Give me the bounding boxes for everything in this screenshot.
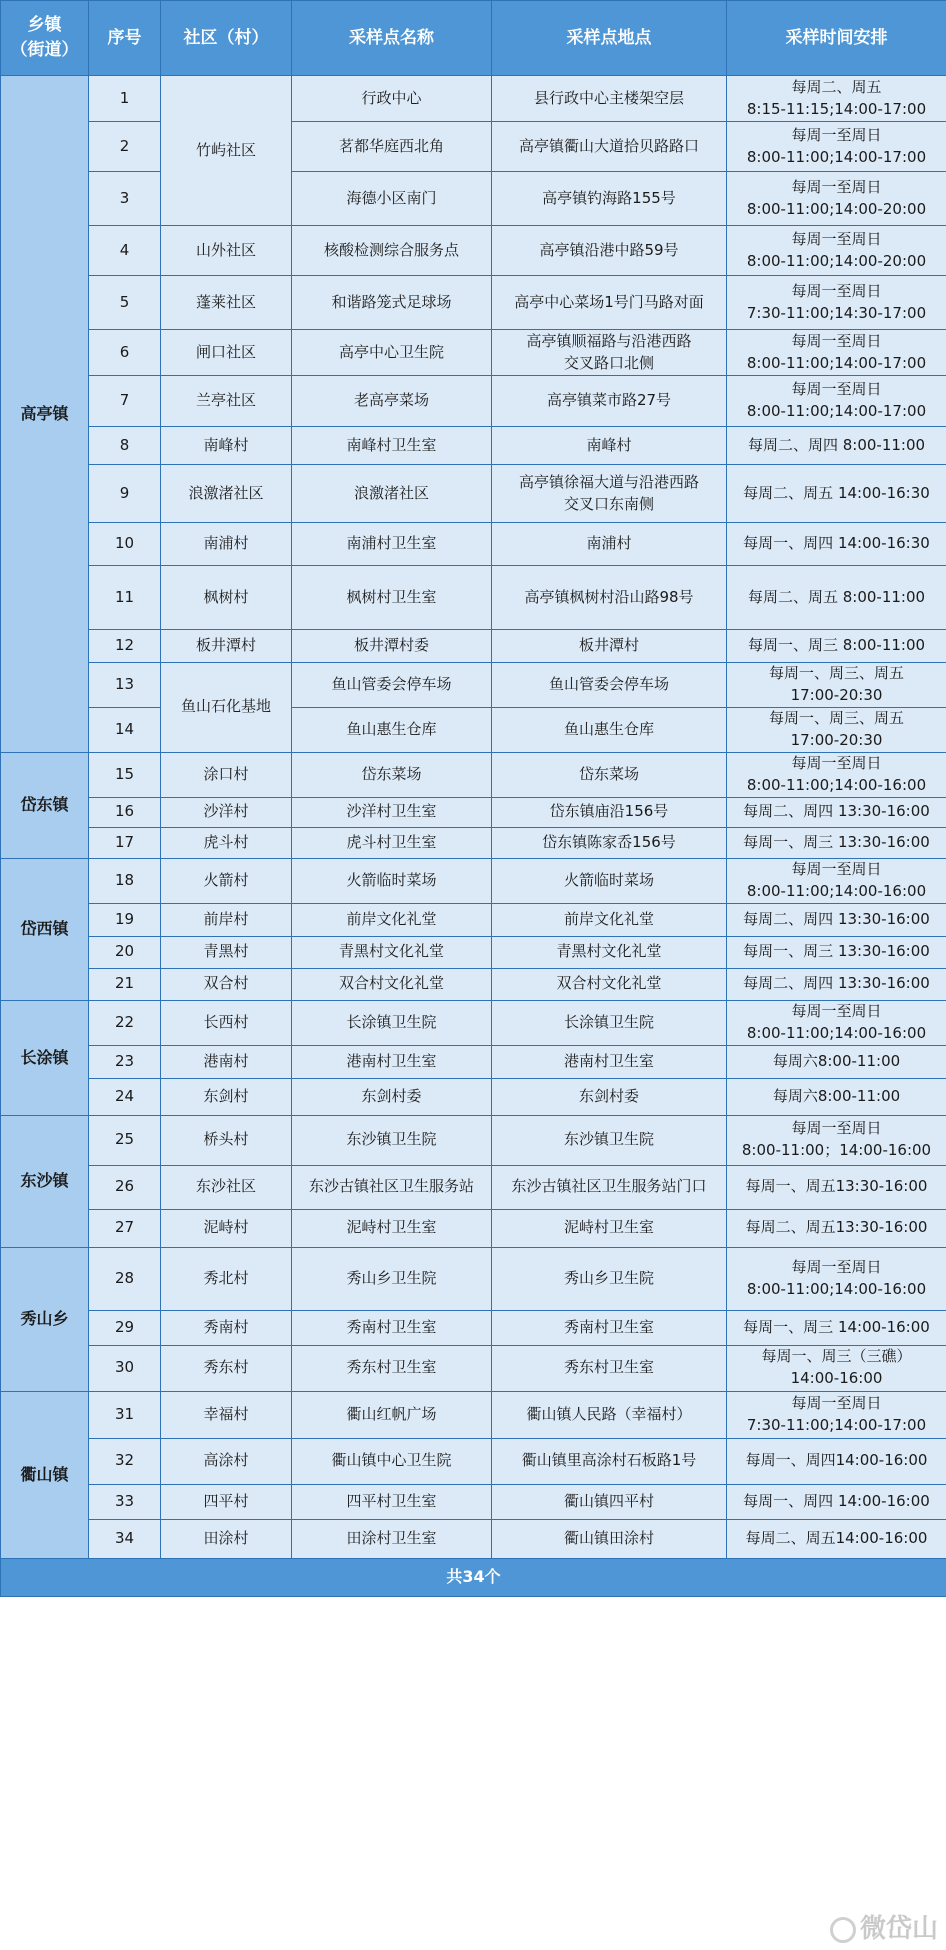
site-address: 前岸文化礼堂 bbox=[492, 903, 727, 936]
schedule: 每周二、周四 13:30-16:00 bbox=[727, 903, 946, 936]
site-address: 板井潭村 bbox=[492, 630, 727, 663]
site-name: 东沙古镇社区卫生服务站 bbox=[292, 1165, 492, 1209]
table-row bbox=[1, 663, 946, 708]
site-address: 青黑村文化礼堂 bbox=[492, 936, 727, 968]
site-name: 东沙镇卫生院 bbox=[292, 1115, 492, 1165]
table-row bbox=[1, 276, 946, 330]
row-number: 5 bbox=[89, 276, 161, 330]
community-cell: 幸福村 bbox=[161, 1391, 292, 1438]
community-cell: 山外社区 bbox=[161, 226, 292, 276]
site-address: 高亭中心菜场1号门马路对面 bbox=[492, 276, 727, 330]
row-number: 21 bbox=[89, 968, 161, 1000]
row-number: 15 bbox=[89, 752, 161, 797]
community-cell: 高涂村 bbox=[161, 1438, 292, 1484]
community-cell: 长西村 bbox=[161, 1000, 292, 1045]
site-name: 核酸检测综合服务点 bbox=[292, 226, 492, 276]
community-cell: 板井潭村 bbox=[161, 630, 292, 663]
site-name: 秀东村卫生室 bbox=[292, 1345, 492, 1391]
community-cell: 闸口社区 bbox=[161, 330, 292, 376]
schedule: 每周二、周五 8:00-11:00 bbox=[727, 566, 946, 630]
site-name: 板井潭村委 bbox=[292, 630, 492, 663]
table-row bbox=[1, 226, 946, 276]
table-row bbox=[1, 1484, 946, 1519]
schedule: 每周六8:00-11:00 bbox=[727, 1078, 946, 1115]
site-address: 高亭镇沿港中路59号 bbox=[492, 226, 727, 276]
schedule: 每周一至周日 8:00-11:00;14:00-16:00 bbox=[727, 1000, 946, 1045]
site-address: 秀东村卫生室 bbox=[492, 1345, 727, 1391]
row-number: 29 bbox=[89, 1310, 161, 1345]
table-row bbox=[1, 122, 946, 172]
schedule: 每周一、周三、周五 17:00-20:30 bbox=[727, 663, 946, 708]
community-cell: 浪激渚社区 bbox=[161, 465, 292, 523]
site-name: 岱东菜场 bbox=[292, 752, 492, 797]
table-row bbox=[1, 708, 946, 753]
row-number: 26 bbox=[89, 1165, 161, 1209]
total-count: 共34个 bbox=[1, 1558, 946, 1596]
schedule: 每周一至周日 8:00-11:00;14:00-16:00 bbox=[727, 858, 946, 903]
site-name: 青黑村文化礼堂 bbox=[292, 936, 492, 968]
schedule: 每周一、周四 14:00-16:30 bbox=[727, 523, 946, 566]
site-address: 秀山乡卫生院 bbox=[492, 1247, 727, 1310]
schedule: 每周一至周日 8:00-11:00;14:00-17:00 bbox=[727, 122, 946, 172]
row-number: 1 bbox=[89, 76, 161, 122]
town-cell: 长涂镇 bbox=[1, 1000, 89, 1115]
site-address: 县行政中心主楼架空层 bbox=[492, 76, 727, 122]
community-cell: 南浦村 bbox=[161, 523, 292, 566]
header-town: 乡镇 （街道） bbox=[1, 1, 89, 76]
row-number: 34 bbox=[89, 1519, 161, 1558]
table-row bbox=[1, 1045, 946, 1078]
schedule: 每周一至周日 8:00-11:00;14:00-17:00 bbox=[727, 330, 946, 376]
site-address: 港南村卫生室 bbox=[492, 1045, 727, 1078]
schedule: 每周一、周三、周五 17:00-20:30 bbox=[727, 708, 946, 753]
schedule: 每周一、周五13:30-16:00 bbox=[727, 1165, 946, 1209]
table-row bbox=[1, 1000, 946, 1045]
row-number: 17 bbox=[89, 827, 161, 858]
schedule: 每周一至周日 8:00-11:00;14:00-17:00 bbox=[727, 376, 946, 427]
site-name: 和谐路笼式足球场 bbox=[292, 276, 492, 330]
community-cell: 港南村 bbox=[161, 1045, 292, 1078]
community-cell: 虎斗村 bbox=[161, 827, 292, 858]
town-cell: 高亭镇 bbox=[1, 76, 89, 753]
row-number: 31 bbox=[89, 1391, 161, 1438]
site-address: 高亭镇枫树村沿山路98号 bbox=[492, 566, 727, 630]
site-address: 高亭镇钓海路155号 bbox=[492, 172, 727, 226]
table-row bbox=[1, 1519, 946, 1558]
site-name: 南浦村卫生室 bbox=[292, 523, 492, 566]
site-name: 前岸文化礼堂 bbox=[292, 903, 492, 936]
schedule: 每周一、周三 13:30-16:00 bbox=[727, 936, 946, 968]
watermark-text: 微岱山 bbox=[859, 1914, 938, 1944]
site-name: 长涂镇卫生院 bbox=[292, 1000, 492, 1045]
site-name: 茗都华庭西北角 bbox=[292, 122, 492, 172]
schedule: 每周一、周三 14:00-16:00 bbox=[727, 1310, 946, 1345]
row-number: 9 bbox=[89, 465, 161, 523]
table-row bbox=[1, 1209, 946, 1247]
site-name: 港南村卫生室 bbox=[292, 1045, 492, 1078]
row-number: 7 bbox=[89, 376, 161, 427]
site-address: 火箭临时菜场 bbox=[492, 858, 727, 903]
row-number: 2 bbox=[89, 122, 161, 172]
town-cell: 岱西镇 bbox=[1, 858, 89, 1000]
table-row bbox=[1, 827, 946, 858]
site-address: 南峰村 bbox=[492, 427, 727, 465]
site-address: 高亭镇衢山大道拾贝路路口 bbox=[492, 122, 727, 172]
table-row bbox=[1, 752, 946, 797]
table-row bbox=[1, 630, 946, 663]
schedule: 每周二、周四 13:30-16:00 bbox=[727, 968, 946, 1000]
schedule: 每周一、周三 8:00-11:00 bbox=[727, 630, 946, 663]
site-name: 双合村文化礼堂 bbox=[292, 968, 492, 1000]
table-row bbox=[1, 936, 946, 968]
table-row bbox=[1, 1115, 946, 1165]
site-name: 枫树村卫生室 bbox=[292, 566, 492, 630]
header-site-address: 采样点地点 bbox=[492, 1, 727, 76]
schedule: 每周六8:00-11:00 bbox=[727, 1045, 946, 1078]
community-cell: 秀东村 bbox=[161, 1345, 292, 1391]
schedule: 每周二、周五13:30-16:00 bbox=[727, 1209, 946, 1247]
table-row bbox=[1, 1310, 946, 1345]
schedule: 每周二、周四 8:00-11:00 bbox=[727, 427, 946, 465]
community-cell: 桥头村 bbox=[161, 1115, 292, 1165]
community-cell: 东剑村 bbox=[161, 1078, 292, 1115]
site-name: 沙洋村卫生室 bbox=[292, 797, 492, 827]
table-row bbox=[1, 903, 946, 936]
row-number: 22 bbox=[89, 1000, 161, 1045]
row-number: 6 bbox=[89, 330, 161, 376]
row-number: 23 bbox=[89, 1045, 161, 1078]
table-row bbox=[1, 566, 946, 630]
row-number: 14 bbox=[89, 708, 161, 753]
community-cell: 秀北村 bbox=[161, 1247, 292, 1310]
table-row bbox=[1, 1078, 946, 1115]
site-name: 衢山红帆广场 bbox=[292, 1391, 492, 1438]
site-address: 岱东镇庙沿156号 bbox=[492, 797, 727, 827]
town-cell: 衢山镇 bbox=[1, 1391, 89, 1558]
community-cell: 双合村 bbox=[161, 968, 292, 1000]
site-address: 南浦村 bbox=[492, 523, 727, 566]
site-address: 岱东镇陈家岙156号 bbox=[492, 827, 727, 858]
header-community: 社区（村） bbox=[161, 1, 292, 76]
site-address: 高亭镇顺福路与沿港西路 交叉路口北侧 bbox=[492, 330, 727, 376]
site-address: 岱东菜场 bbox=[492, 752, 727, 797]
table-row bbox=[1, 968, 946, 1000]
community-cell: 蓬莱社区 bbox=[161, 276, 292, 330]
site-address: 衢山镇人民路（幸福村） bbox=[492, 1391, 727, 1438]
site-name: 高亭中心卫生院 bbox=[292, 330, 492, 376]
community-cell: 涂口村 bbox=[161, 752, 292, 797]
table-row bbox=[1, 330, 946, 376]
site-address: 衢山镇里高涂村石板路1号 bbox=[492, 1438, 727, 1484]
row-number: 11 bbox=[89, 566, 161, 630]
town-cell: 东沙镇 bbox=[1, 1115, 89, 1247]
site-name: 衢山镇中心卫生院 bbox=[292, 1438, 492, 1484]
site-address: 东剑村委 bbox=[492, 1078, 727, 1115]
town-cell: 岱东镇 bbox=[1, 752, 89, 858]
site-address: 高亭镇徐福大道与沿港西路 交叉口东南侧 bbox=[492, 465, 727, 523]
row-number: 25 bbox=[89, 1115, 161, 1165]
row-number: 30 bbox=[89, 1345, 161, 1391]
table-row bbox=[1, 858, 946, 903]
schedule: 每周一、周三 13:30-16:00 bbox=[727, 827, 946, 858]
site-name: 行政中心 bbox=[292, 76, 492, 122]
site-address: 秀南村卫生室 bbox=[492, 1310, 727, 1345]
schedule: 每周一至周日 8:00-11:00;14:00-16:00 bbox=[727, 1247, 946, 1310]
row-number: 19 bbox=[89, 903, 161, 936]
table-row bbox=[1, 376, 946, 427]
site-name: 南峰村卫生室 bbox=[292, 427, 492, 465]
table-header-row bbox=[1, 1, 946, 76]
schedule: 每周一至周日 7:30-11:00;14:00-17:00 bbox=[727, 1391, 946, 1438]
table-row bbox=[1, 427, 946, 465]
table-row bbox=[1, 1345, 946, 1391]
schedule: 每周二、周四 13:30-16:00 bbox=[727, 797, 946, 827]
site-name: 海德小区南门 bbox=[292, 172, 492, 226]
community-cell: 青黑村 bbox=[161, 936, 292, 968]
town-cell: 秀山乡 bbox=[1, 1247, 89, 1391]
community-cell: 南峰村 bbox=[161, 427, 292, 465]
row-number: 8 bbox=[89, 427, 161, 465]
schedule: 每周一至周日 8:00-11:00；14:00-16:00 bbox=[727, 1115, 946, 1165]
header-schedule: 采样时间安排 bbox=[727, 1, 946, 76]
row-number: 24 bbox=[89, 1078, 161, 1115]
row-number: 32 bbox=[89, 1438, 161, 1484]
schedule: 每周一、周三（三礁） 14:00-16:00 bbox=[727, 1345, 946, 1391]
site-address: 衢山镇四平村 bbox=[492, 1484, 727, 1519]
row-number: 18 bbox=[89, 858, 161, 903]
site-address: 东沙古镇社区卫生服务站门口 bbox=[492, 1165, 727, 1209]
watermark-logo bbox=[788, 1912, 938, 1946]
community-cell: 东沙社区 bbox=[161, 1165, 292, 1209]
row-number: 4 bbox=[89, 226, 161, 276]
table-row bbox=[1, 523, 946, 566]
community-cell: 四平村 bbox=[161, 1484, 292, 1519]
site-address: 鱼山惠生仓库 bbox=[492, 708, 727, 753]
site-address: 长涂镇卫生院 bbox=[492, 1000, 727, 1045]
site-name: 鱼山管委会停车场 bbox=[292, 663, 492, 708]
schedule: 每周一至周日 8:00-11:00;14:00-16:00 bbox=[727, 752, 946, 797]
site-address: 东沙镇卫生院 bbox=[492, 1115, 727, 1165]
header-site-name: 采样点名称 bbox=[292, 1, 492, 76]
site-name: 浪激渚社区 bbox=[292, 465, 492, 523]
table-row bbox=[1, 797, 946, 827]
site-name: 老高亭菜场 bbox=[292, 376, 492, 427]
site-name: 秀南村卫生室 bbox=[292, 1310, 492, 1345]
row-number: 13 bbox=[89, 663, 161, 708]
header-number: 序号 bbox=[89, 1, 161, 76]
table-row bbox=[1, 172, 946, 226]
row-number: 27 bbox=[89, 1209, 161, 1247]
site-address: 鱼山管委会停车场 bbox=[492, 663, 727, 708]
schedule: 每周二、周五 8:15-11:15;14:00-17:00 bbox=[727, 76, 946, 122]
community-cell: 前岸村 bbox=[161, 903, 292, 936]
site-address: 泥峙村卫生室 bbox=[492, 1209, 727, 1247]
schedule: 每周一至周日 8:00-11:00;14:00-20:00 bbox=[727, 226, 946, 276]
table-row bbox=[1, 76, 946, 122]
row-number: 28 bbox=[89, 1247, 161, 1310]
schedule: 每周一至周日 8:00-11:00;14:00-20:00 bbox=[727, 172, 946, 226]
table-row bbox=[1, 1438, 946, 1484]
site-name: 虎斗村卫生室 bbox=[292, 827, 492, 858]
site-name: 泥峙村卫生室 bbox=[292, 1209, 492, 1247]
community-cell: 竹屿社区 bbox=[161, 76, 292, 226]
site-address: 高亭镇菜市路27号 bbox=[492, 376, 727, 427]
table-footer-row bbox=[1, 1558, 946, 1596]
community-cell: 兰亭社区 bbox=[161, 376, 292, 427]
table-row bbox=[1, 1165, 946, 1209]
community-cell: 火箭村 bbox=[161, 858, 292, 903]
row-number: 12 bbox=[89, 630, 161, 663]
row-number: 20 bbox=[89, 936, 161, 968]
row-number: 10 bbox=[89, 523, 161, 566]
community-cell: 沙洋村 bbox=[161, 797, 292, 827]
schedule: 每周一、周四 14:00-16:00 bbox=[727, 1484, 946, 1519]
community-cell: 鱼山石化基地 bbox=[161, 663, 292, 753]
community-cell: 枫树村 bbox=[161, 566, 292, 630]
schedule: 每周二、周五14:00-16:00 bbox=[727, 1519, 946, 1558]
community-cell: 秀南村 bbox=[161, 1310, 292, 1345]
site-name: 鱼山惠生仓库 bbox=[292, 708, 492, 753]
row-number: 16 bbox=[89, 797, 161, 827]
table-row bbox=[1, 1391, 946, 1438]
site-address: 衢山镇田涂村 bbox=[492, 1519, 727, 1558]
schedule: 每周一至周日 7:30-11:00;14:30-17:00 bbox=[727, 276, 946, 330]
community-cell: 泥峙村 bbox=[161, 1209, 292, 1247]
site-name: 火箭临时菜场 bbox=[292, 858, 492, 903]
schedule: 每周二、周五 14:00-16:30 bbox=[727, 465, 946, 523]
row-number: 3 bbox=[89, 172, 161, 226]
site-name: 四平村卫生室 bbox=[292, 1484, 492, 1519]
community-cell: 田涂村 bbox=[161, 1519, 292, 1558]
table-row bbox=[1, 1247, 946, 1310]
logo-icon bbox=[830, 1917, 856, 1943]
site-name: 秀山乡卫生院 bbox=[292, 1247, 492, 1310]
row-number: 33 bbox=[89, 1484, 161, 1519]
table-row bbox=[1, 465, 946, 523]
schedule: 每周一、周四14:00-16:00 bbox=[727, 1438, 946, 1484]
site-name: 东剑村委 bbox=[292, 1078, 492, 1115]
site-address: 双合村文化礼堂 bbox=[492, 968, 727, 1000]
site-name: 田涂村卫生室 bbox=[292, 1519, 492, 1558]
